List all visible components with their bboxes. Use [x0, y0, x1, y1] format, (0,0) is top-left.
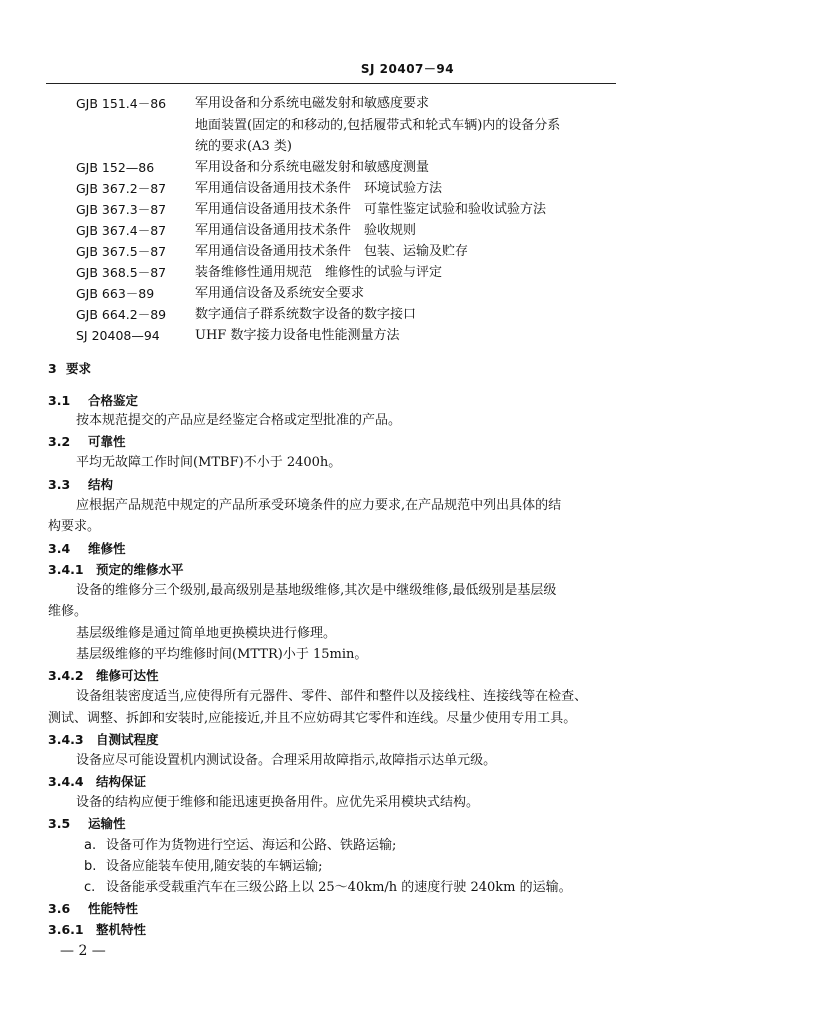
ref-title: 军用通信设备通用技术条件 环境试验方法: [195, 181, 443, 196]
ref-code: GJB 367.5－87: [76, 244, 167, 259]
ref-code: SJ 20408—94: [76, 328, 160, 343]
ref-title: 军用通信设备通用技术条件 验收规则: [195, 223, 417, 238]
ref-title: 军用通信设备通用技术条件 包装、运输及贮存: [195, 244, 469, 259]
ref-title: UHF 数字接力设备电性能测量方法: [195, 328, 400, 343]
paragraph-cont: 维修。: [48, 604, 88, 619]
section-heading-3-6-1: 3.6.1 整机特性: [48, 922, 147, 937]
list-marker: c.: [84, 880, 96, 895]
ref-title: 数字通信子群系统数字设备的数字接口: [195, 307, 417, 322]
section-heading-3-4-4: 3.4.4 结构保证: [48, 774, 147, 789]
list-item: 设备能承受载重汽车在三级公路上以 25～40km/h 的速度行驶 240km 的运输。: [106, 880, 572, 895]
ref-code: GJB 367.4－87: [76, 223, 167, 238]
section-heading-3-2: 3.2 可靠性: [48, 434, 126, 449]
list-item: 设备可作为货物进行空运、海运和公路、铁路运输;: [106, 838, 397, 853]
ref-title: 装备维修性通用规范 维修性的试验与评定: [195, 265, 443, 280]
paragraph: 应根据产品规范中规定的产品所承受环境条件的应力要求,在产品规范中列出具体的结: [76, 498, 562, 513]
ref-title-cont: 统的要求(A3 类): [195, 139, 292, 154]
ref-code: GJB 152—86: [76, 160, 155, 175]
ref-code: GJB 368.5－87: [76, 265, 167, 280]
section-heading-3-6: 3.6 性能特性: [48, 901, 139, 916]
paragraph: 设备的维修分三个级别,最高级别是基地级维修,其次是中继级维修,最低级别是基层级: [76, 583, 557, 598]
ref-code: GJB 367.3－87: [76, 202, 167, 217]
section-heading-3-4-1: 3.4.1 预定的维修水平: [48, 562, 184, 577]
list-marker: a.: [84, 838, 97, 853]
paragraph: 按本规范提交的产品应是经鉴定合格或定型批准的产品。: [76, 413, 402, 428]
section-heading-3-4-2: 3.4.2 维修可达性: [48, 668, 159, 683]
page-number: — 2 —: [60, 943, 106, 959]
list-item: 设备应能装车使用,随安装的车辆运输;: [106, 859, 323, 874]
paragraph: 设备应尽可能设置机内测试设备。合理采用故障指示,故障指示达单元级。: [76, 753, 497, 768]
paragraph: 基层级维修是通过简单地更换模块进行修理。: [76, 626, 337, 641]
section-heading-3: 3 要求: [48, 361, 92, 376]
section-heading-3-4-3: 3.4.3 自测试程度: [48, 732, 159, 747]
page-header: SJ 20407－94: [360, 62, 455, 76]
section-heading-3-1: 3.1 合格鉴定: [48, 393, 139, 408]
ref-code: GJB 151.4－86: [76, 96, 167, 111]
ref-code: GJB 367.2－87: [76, 181, 167, 196]
ref-title: 军用通信设备通用技术条件 可靠性鉴定试验和验收试验方法: [195, 202, 547, 217]
section-heading-3-4: 3.4 维修性: [48, 541, 126, 556]
paragraph: 平均无故障工作时间(MTBF)不小于 2400h。: [76, 455, 342, 470]
list-marker: b.: [84, 859, 97, 874]
ref-title: 军用通信设备及系统安全要求: [195, 286, 365, 301]
section-heading-3-3: 3.3 结构: [48, 477, 114, 492]
paragraph: 设备组装密度适当,应使得所有元器件、零件、部件和整件以及接线柱、连接线等在检查、: [76, 689, 588, 704]
paragraph: 设备的结构应便于维修和能迅速更换备用件。应优先采用模块式结构。: [76, 795, 480, 810]
paragraph: 基层级维修的平均维修时间(MTTR)小于 15min。: [76, 647, 368, 662]
ref-code: GJB 664.2－89: [76, 307, 167, 322]
header-divider: [46, 83, 616, 84]
ref-title-cont: 地面装置(固定的和移动的,包括履带式和轮式车辆)内的设备分系: [195, 118, 561, 133]
paragraph-cont: 构要求。: [48, 519, 101, 534]
ref-title: 军用设备和分系统电磁发射和敏感度要求: [195, 96, 430, 111]
ref-title: 军用设备和分系统电磁发射和敏感度测量: [195, 160, 430, 175]
paragraph-cont: 测试、调整、拆卸和安装时,应能接近,并且不应妨碍其它零件和连线。尽量少使用专用工具。: [48, 711, 577, 726]
ref-code: GJB 663－89: [76, 286, 155, 301]
section-heading-3-5: 3.5 运输性: [48, 816, 126, 831]
